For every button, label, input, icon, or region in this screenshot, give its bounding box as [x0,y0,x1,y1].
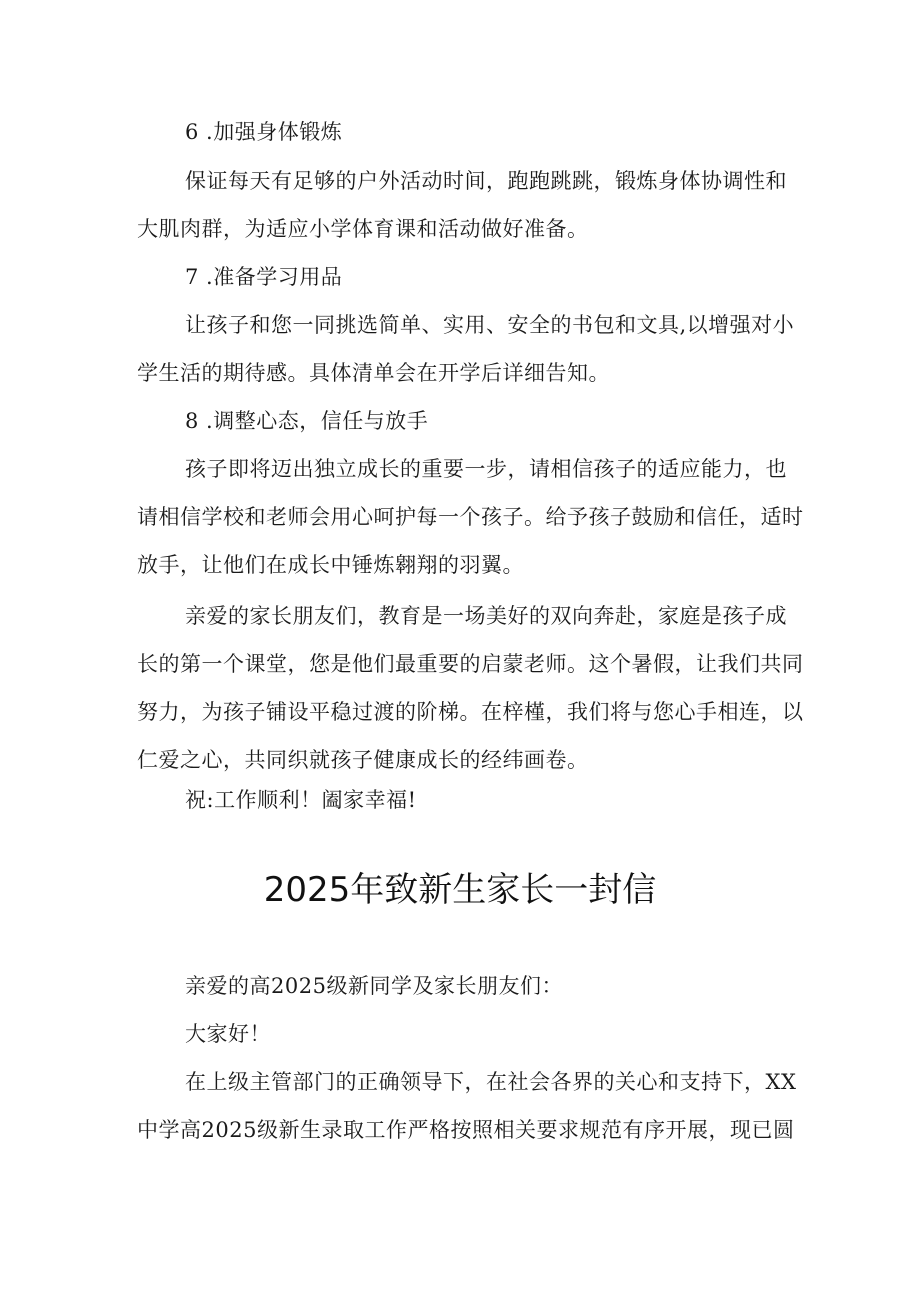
closing-line-1: 亲爱的家长朋友们，教育是一场美好的双向奔赴，家庭是孩子成 [185,604,787,628]
section-6-heading: 6 .加强身体锻炼 [185,120,343,144]
section-7-line-2: 学生活的期待感。具体清单会在开学后详细告知。 [137,361,610,385]
section-6-line-1: 保证每天有足够的户外活动时间，跑跑跳跳，锻炼身体协调性和 [185,169,787,193]
letter-body-line-1: 在上级主管部门的正确领导下，在社会各界的关心和支持下，XX [185,1070,797,1094]
closing-wish: 祝:工作顺利！阖家幸福! [185,788,417,812]
section-8-line-3: 放手，让他们在成长中锤炼翱翔的羽翼。 [137,553,524,577]
section-7-line-1: 让孩子和您一同挑选简单、实用、安全的书包和文具,以增强对小 [185,313,795,337]
section-8-line-1: 孩子即将迈出独立成长的重要一步，请相信孩子的适应能力，也 [185,457,787,481]
letter-title: 2025年致新生家长一封信 [263,870,657,910]
closing-line-4: 仁爱之心，共同织就孩子健康成长的经纬画卷。 [137,748,589,772]
section-7-heading: 7 .准备学习用品 [185,265,343,289]
section-8-heading: 8 .调整心态，信任与放手 [185,409,429,433]
section-8-line-2: 请相信学校和老师会用心呵护每一个孩子。给予孩子鼓励和信任，适时 [137,505,804,529]
closing-line-2: 长的第一个课堂，您是他们最重要的启蒙老师。这个暑假，让我们共同 [137,652,804,676]
letter-greeting: 大家好！ [185,1022,271,1046]
section-6-line-2: 大肌肉群，为适应小学体育课和活动做好准备。 [137,217,589,241]
letter-body-line-2: 中学高2025级新生录取工作严格按照相关要求规范有序开展，现已圆 [137,1118,795,1142]
letter-salutation: 亲爱的高2025级新同学及家长朋友们： [185,974,563,998]
closing-line-3: 努力，为孩子铺设平稳过渡的阶梯。在梓槿，我们将与您心手相连，以 [137,700,804,724]
